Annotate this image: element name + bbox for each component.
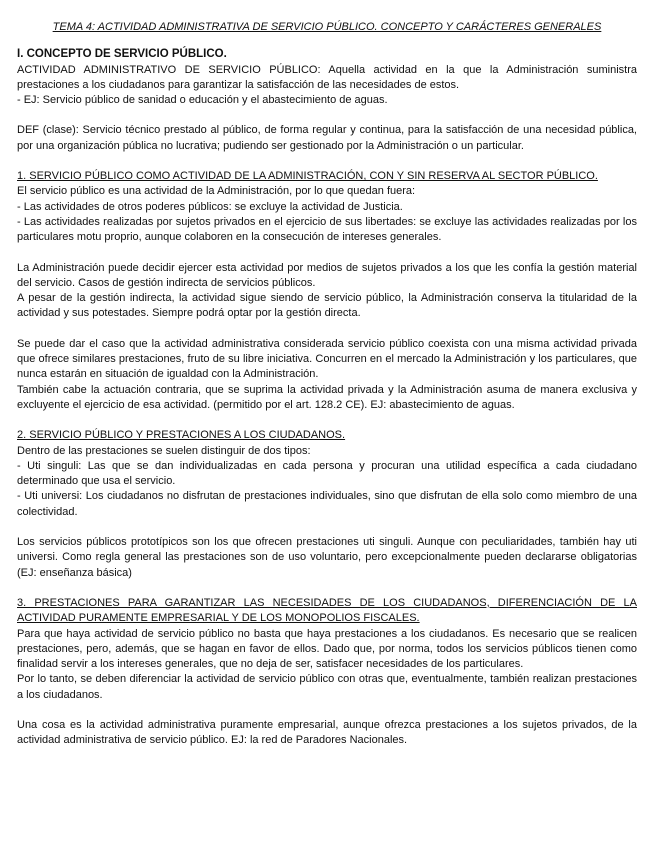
paragraph: Se puede dar el caso que la actividad administrativa considerada servicio público coexista con una misma actividad privada que ofrece similares prestaciones, fruto de su libre iniciativa. Concurren en el mercado la Administración y los particulares, que nunca estarán en situación de igualdad con la Administración. [17,337,637,381]
paragraph: - EJ: Servicio público de sanidad o educación y el abastecimiento de aguas. [17,94,388,107]
section-heading-3: 3. PRESTACIONES PARA GARANTIZAR LAS NECESIDADES DE LOS CIUDADANOS, DIFERENCIACIÓN DE LA ACTIVIDAD PURAMENTE EMPRESARIAL Y DE LOS MONOPOLIOS FISCALES. [17,596,637,625]
paragraph: - Uti singuli: Las que se dan individualizadas en cada persona y procuran una utilidad específica a cada ciudadano determinado que usa el servicio. [17,459,637,488]
document-title: TEMA 4: ACTIVIDAD ADMINISTRATIVA DE SERVICIO PÚBLICO. CONCEPTO Y CARÁCTERES GENERALES [52,21,602,33]
paragraph: Para que haya actividad de servicio público no basta que haya prestaciones a los ciudadanos. Es necesario que se realicen prestaciones, pero, además, que se hagan en favor de ellos. Dado que, por norma, todos los servicios públicos tienen como finalidad servir a los intereses generales, que no deja de ser, satisfacer necesidades de los particulares. [17,627,637,671]
paragraph: A pesar de la gestión indirecta, la actividad sigue siendo de servicio público, la Administración conserva la titularidad de la actividad y sus potestades. Siempre podrá optar por la gestión directa. [17,292,637,320]
paragraph: Una cosa es la actividad administrativa puramente empresarial, aunque ofrezca prestaciones a los sujetos privados, de la actividad administrativa de servicio público. EJ: la red de Paradores Nacionales. [17,718,637,747]
paragraph: El servicio público es una actividad de la Administración, por lo que quedan fuera: [17,185,416,198]
paragraph: También cabe la actuación contraria, que se suprima la actividad privada y la Administración asuma de manera exclusiva y excluyente el ejercicio de esa actividad. (permitido por el art. 128.2 CE). EJ: abastecimiento de aguas. [17,383,637,411]
paragraph: - Las actividades realizadas por sujetos privados en el ejercicio de sus libertades: se excluye las actividades realizadas por los particulares motu proprio, aunque colaboren en la consecución de intereses generales. [17,215,637,244]
paragraph: Los servicios públicos prototípicos son los que ofrecen prestaciones uti singuli. Aunque con peculiaridades, también hay uti universi. Como regla general las prestaciones son de uso voluntario, pero excepcionalmente pueden declararse obligatorias (EJ: enseñanza básica) [17,536,637,579]
paragraph: La Administración puede decidir ejercer esta actividad por medios de sujetos privados a los que les confía la gestión material del servicio. Casos de gestión indirecta de servicios públicos. [17,261,637,289]
document-page [17,20,637,749]
paragraph: ACTIVIDAD ADMINISTRATIVO DE SERVICIO PÚBLICO: Aquella actividad en la que la Administración suministra prestaciones a los ciudadanos para garantizar la satisfacción de las necesidades de estos. [17,63,637,91]
paragraph: - Uti universi: Los ciudadanos no disfrutan de prestaciones individuales, sino que disfrutan de ella solo como miembro de una colectividad. [17,490,637,518]
paragraph: DEF (clase): Servicio técnico prestado al público, de forma regular y continua, para la satisfacción de una necesidad pública, por una organización pública no lucrativa; pudiendo ser gestionado por la Administración o un particular. [17,124,637,152]
section-heading-concepto: I. CONCEPTO DE SERVICIO PÚBLICO. [17,48,227,61]
section-heading-2: 2. SERVICIO PÚBLICO Y PRESTACIONES A LOS CIUDADANOS. [17,429,346,442]
section-heading-1: 1. SERVICIO PÚBLICO COMO ACTIVIDAD DE LA ADMINISTRACIÓN, CON Y SIN RESERVA AL SECTOR PÚBLICO. [17,170,598,183]
paragraph: Por lo tanto, se deben diferenciar la actividad de servicio público con otras que, eventualmente, también realizan prestaciones a los ciudadanos. [17,673,637,701]
paragraph: Dentro de las prestaciones se suelen distinguir de dos tipos: [17,444,311,457]
paragraph: - Las actividades de otros poderes públicos: se excluye la actividad de Justicia. [17,200,403,213]
